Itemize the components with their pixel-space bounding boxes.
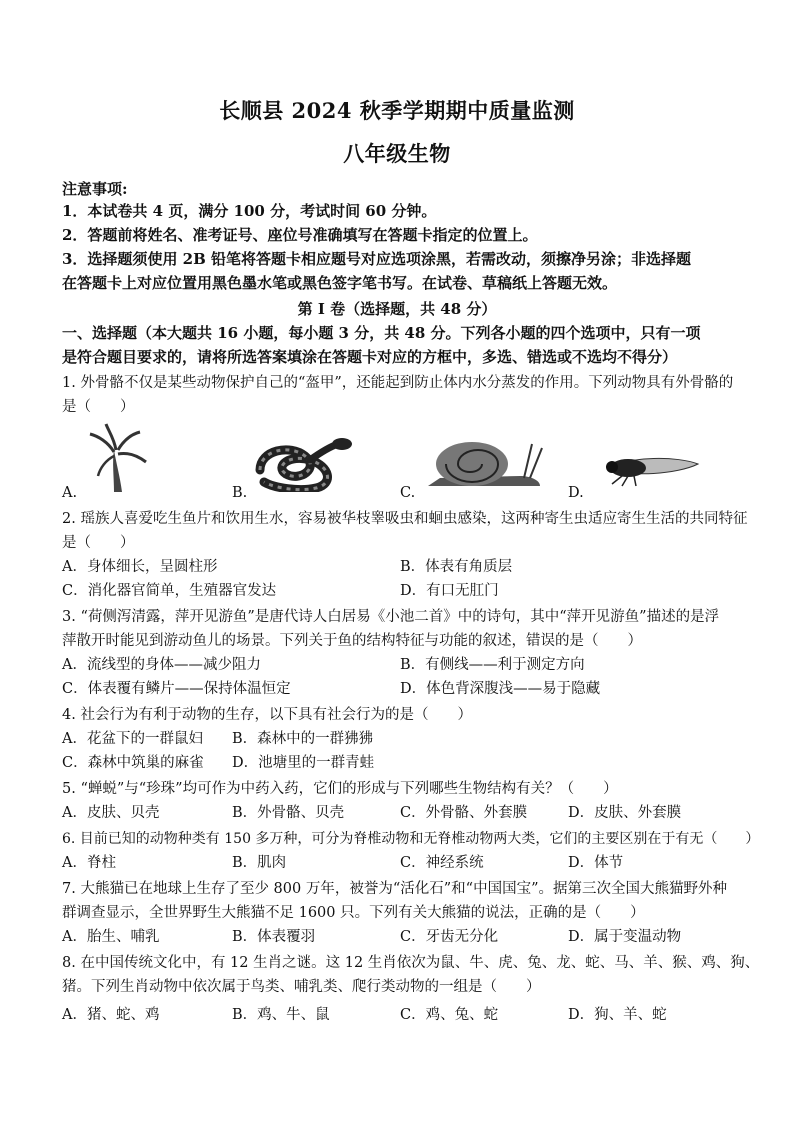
notice-item-1: 1．本试卷共 4 页，满分 100 分，考试时间 60 分钟。	[62, 202, 437, 220]
q7-option-d: D．属于变温动物	[568, 929, 682, 945]
q1-stem-line-1: 1. 外骨骼不仅是某些动物保护自己的“盔甲”，还能起到防止体内水分蒸发的作用。下列动物具有外骨骼的	[62, 375, 734, 391]
q3-option-b: B．有侧线——利于测定方向	[400, 657, 585, 673]
q5-stem: 5. “蝉蜕”与“珍珠”均可作为中药入药，它们的形成与下列哪些生物结构有关？（ ）	[62, 781, 618, 797]
q4-option-d: D．池塘里的一群青蛙	[232, 755, 375, 771]
q7-option-a: A．胎生、哺乳	[62, 929, 160, 945]
exam-title: 长顺县 2024 秋季学期期中质量监测	[219, 98, 575, 123]
q8-option-a: A．猪、蛇、鸡	[62, 1007, 160, 1023]
snake-icon	[250, 430, 360, 492]
section-heading-line-2: 是符合题目要求的，请将所选答案填涂在答题卡对应的方框中，多选、错选或不选均不得分）	[62, 348, 678, 366]
exam-subtitle: 八年级生物	[343, 141, 451, 166]
q4-option-b: B．森林中的一群狒狒	[232, 731, 374, 747]
notice-item-3-line-1: 3．选择题须使用 2B 铅笔将答题卡相应题号对应选项涂黑，若需改动，须擦净另涂；非选择题	[62, 250, 692, 268]
q5-option-c: C．外骨骼、外套膜	[400, 805, 528, 821]
notice-heading: 注意事项:	[62, 180, 128, 198]
q1-stem-line-2: 是（ ）	[62, 399, 135, 415]
q2-stem-line-1: 2. 瑶族人喜爱吃生鱼片和饮用生水，容易被华枝睾吸虫和蛔虫感染，这两种寄生虫适应寄生生活的共同特征	[62, 511, 748, 527]
q1-option-b: B.	[232, 485, 248, 501]
hydra-icon	[84, 422, 154, 494]
q7-stem-line-1: 7. 大熊猫已在地球上生存了至少 800 万年，被誉为“活化石”和“中国国宝”。据第三次全国大熊猫野外种	[62, 881, 727, 897]
q7-stem-line-2: 群调查显示，全世界野生大熊猫不足 1600 只。下列有关大熊猫的说法，正确的是（ ）	[62, 905, 645, 921]
q8-stem-line-1: 8. 在中国传统文化中，有 12 生肖之谜。这 12 生肖依次为鼠、牛、虎、兔、龙、蛇、马、羊、猴、鸡、狗、	[62, 955, 760, 971]
q5-option-d: D．皮肤、外套膜	[568, 805, 682, 821]
q6-option-d: D．体节	[568, 855, 624, 871]
q4-option-c: C．森林中筑巢的麻雀	[62, 755, 204, 771]
q6-option-a: A．脊柱	[62, 855, 116, 871]
cicada-icon	[598, 448, 708, 488]
q1-option-d: D.	[568, 485, 584, 501]
q3-option-a: A．流线型的身体——减少阻力	[62, 657, 261, 673]
q2-stem-line-2: 是（ ）	[62, 535, 135, 551]
q8-option-b: B．鸡、牛、鼠	[232, 1007, 330, 1023]
q8-option-c: C．鸡、兔、蛇	[400, 1007, 499, 1023]
q8-stem-line-2: 猪。下列生肖动物中依次属于鸟类、哺乳类、爬行类动物的一组是（ ）	[62, 979, 541, 995]
q3-stem-line-1: 3. “荷侧泻清露，萍开见游鱼”是唐代诗人白居易《小池二首》中的诗句，其中“萍开见游鱼”描述的是浮	[62, 609, 720, 625]
notice-item-3-line-2: 在答题卡上对应位置用黑色墨水笔或黑色签字笔书写。在试卷、草稿纸上答题无效。	[62, 274, 618, 292]
q3-option-d: D．体色背深腹浅——易于隐藏	[400, 681, 601, 697]
q2-option-d: D．有口无肛门	[400, 583, 499, 599]
q5-option-a: A．皮肤、贝壳	[62, 805, 160, 821]
q5-option-b: B．外骨骼、贝壳	[232, 805, 345, 821]
q2-option-a: A．身体细长，呈圆柱形	[62, 559, 218, 575]
q6-stem: 6. 目前已知的动物种类有 150 多万种，可分为脊椎动物和无脊椎动物两大类，它们的主要区别在于有无（ ）	[62, 831, 760, 847]
q6-option-c: C．神经系统	[400, 855, 484, 871]
snail-icon	[420, 434, 550, 490]
q4-stem: 4. 社会行为有利于动物的生存，以下具有社会行为的是（ ）	[62, 707, 472, 723]
volume-title: 第 I 卷（选择题，共 48 分）	[297, 300, 497, 318]
q1-option-a: A.	[62, 485, 78, 501]
q6-option-b: B．肌肉	[232, 855, 287, 871]
q1-option-c: C.	[400, 485, 416, 501]
q8-option-d: D．狗、羊、蛇	[568, 1007, 667, 1023]
notice-item-2: 2．答题前将姓名、准考证号、座位号准确填写在答题卡指定的位置上。	[62, 226, 538, 244]
q4-option-a: A．花盆下的一群鼠妇	[62, 731, 203, 747]
section-heading-line-1: 一、选择题（本大题共 16 小题，每小题 3 分，共 48 分。下列各小题的四个选项中，只有一项	[62, 324, 701, 342]
q3-stem-line-2: 萍散开时能见到游动鱼儿的场景。下列关于鱼的结构特征与功能的叙述，错误的是（ ）	[62, 633, 642, 649]
q7-option-c: C．牙齿无分化	[400, 929, 499, 945]
q7-option-b: B．体表覆羽	[232, 929, 316, 945]
q2-option-c: C．消化器官简单，生殖器官发达	[62, 583, 277, 599]
q2-option-b: B．体表有角质层	[400, 559, 513, 575]
q3-option-c: C．体表覆有鳞片——保持体温恒定	[62, 681, 291, 697]
